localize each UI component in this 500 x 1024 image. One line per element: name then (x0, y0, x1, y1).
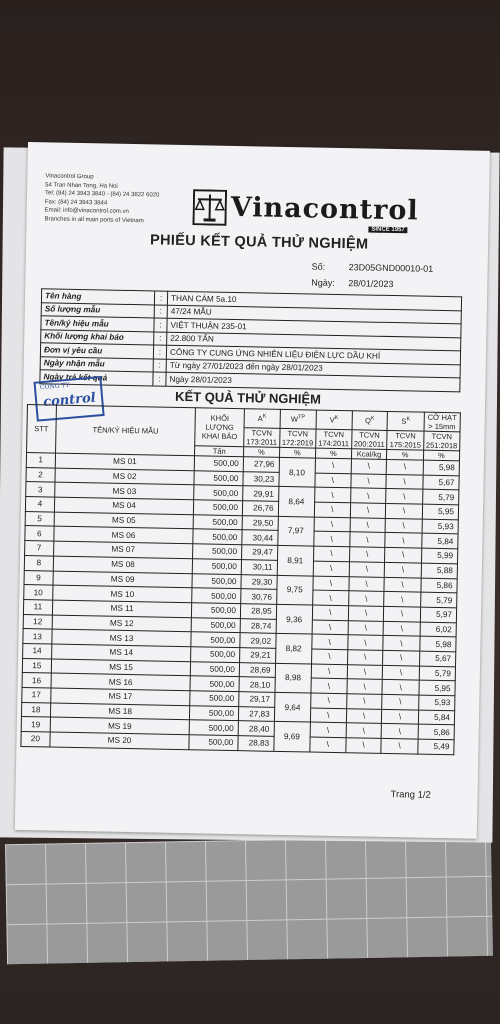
unit-mass: Tấn (195, 446, 244, 457)
row-wtp: 7,97 (277, 516, 314, 546)
sample-info-table (39, 288, 462, 392)
row-mass: 500,00 (191, 647, 240, 663)
row-vk: \ (315, 458, 351, 473)
row-vk: \ (311, 664, 347, 679)
row-sample-name: MS 18 (50, 703, 190, 720)
row-sample-name: MS 17 (50, 688, 190, 705)
row-sk: \ (384, 577, 421, 592)
row-sk: \ (382, 694, 419, 709)
row-mass: 500,00 (190, 720, 239, 736)
row-qk: \ (348, 620, 384, 635)
row-mass: 500,00 (194, 500, 243, 516)
info-value: Từ ngày 27/01/2023 đến ngày 28/01/2023 (166, 359, 460, 378)
row-sk: \ (386, 474, 423, 489)
info-value: 47/24 MẪU (167, 305, 461, 324)
row-vk: \ (313, 590, 349, 605)
row-stt: 7 (25, 541, 54, 556)
row-particle-size: 5,67 (423, 475, 460, 490)
row-sk: \ (381, 738, 418, 753)
row-ak: 27,96 (243, 457, 279, 472)
info-colon: : (154, 331, 167, 345)
row-wtp: 8,64 (278, 487, 315, 517)
row-sk: \ (385, 562, 422, 577)
row-mass: 500,00 (189, 735, 238, 751)
unit-wtp: % (279, 447, 315, 458)
row-vk: \ (313, 576, 349, 591)
row-mass: 500,00 (192, 573, 241, 589)
info-colon: : (153, 358, 166, 372)
std-sk: TCVN 175:2015 (387, 430, 424, 450)
row-qk: \ (347, 664, 383, 679)
row-stt: 10 (24, 585, 53, 600)
row-stt: 17 (22, 687, 51, 702)
row-sk: \ (383, 621, 420, 636)
header-symbol: W (290, 414, 299, 424)
header-superscript: K (406, 416, 411, 423)
results-table (20, 404, 460, 755)
header-mass: KHỐI LƯỢNG KHAI BÁO (195, 408, 244, 447)
header-particle-size (424, 412, 461, 432)
row-stt: 4 (25, 497, 54, 512)
header-symbol: S (401, 416, 407, 427)
results-title: KẾT QUẢ THỬ NGHIỆM (174, 388, 322, 407)
row-particle-size: 5,49 (418, 739, 455, 754)
info-key: Tên hàng (41, 289, 154, 305)
row-vk: \ (315, 487, 351, 502)
row-mass: 500,00 (192, 588, 241, 604)
row-particle-size: 6,02 (420, 622, 457, 637)
row-qk: \ (349, 562, 385, 577)
row-sample-name: MS 01 (55, 453, 195, 470)
row-stt: 3 (26, 482, 55, 497)
row-mass: 500,00 (195, 456, 244, 472)
row-particle-size: 5,86 (418, 724, 455, 739)
std-qk: TCVN 200:2011 (351, 430, 387, 450)
row-ak: 28,95 (240, 604, 276, 619)
row-ak: 26,76 (242, 501, 278, 516)
row-vk: \ (314, 532, 350, 547)
row-vk: \ (310, 708, 346, 723)
row-qk: \ (347, 650, 383, 665)
row-qk: \ (346, 708, 382, 723)
row-stt: 6 (25, 526, 54, 541)
row-particle-size: 5,99 (421, 548, 458, 563)
header-symbol: V (329, 415, 335, 425)
row-particle-size: 5,95 (422, 504, 459, 519)
row-sk: \ (383, 650, 420, 665)
header-symbol: CỠ HẠT > 15mm (427, 412, 457, 432)
unit-qk: Kcal/kg (351, 449, 387, 460)
row-stt: 14 (23, 643, 52, 658)
vinacontrol-logo (192, 189, 423, 234)
row-stt: 1 (26, 453, 55, 468)
row-stt: 11 (23, 599, 52, 614)
row-qk: \ (350, 488, 386, 503)
header-superscript: K (334, 415, 339, 422)
info-key: Ngày trả kết quả (40, 370, 153, 386)
test-report-page (15, 142, 490, 839)
header-vk (316, 410, 352, 430)
row-wtp: 9,69 (273, 722, 310, 752)
row-mass: 500,00 (190, 691, 239, 707)
row-sample-name: MS 08 (53, 556, 193, 573)
company-address-line: Tel: (84) 24 3943 3840 - (84) 24 3822 6020 (44, 190, 160, 199)
row-sk: \ (384, 606, 421, 621)
row-qk: \ (346, 723, 382, 738)
header-superscript: K (262, 413, 267, 420)
info-key: Đơn vị yêu cầu (40, 343, 153, 359)
row-wtp: 8,91 (277, 545, 314, 575)
row-sk: \ (385, 548, 422, 563)
row-particle-size: 5,84 (421, 534, 458, 549)
row-stt: 20 (21, 732, 50, 747)
row-sk: \ (382, 709, 419, 724)
row-ak: 30,23 (243, 471, 279, 486)
header-stt: STT (27, 405, 57, 454)
row-ak: 29,30 (241, 574, 277, 589)
row-vk: \ (315, 473, 351, 488)
row-vk: \ (310, 737, 346, 752)
row-sample-name: MS 03 (54, 482, 194, 499)
row-stt: 12 (23, 614, 52, 629)
row-wtp: 8,82 (275, 634, 312, 664)
row-vk: \ (310, 722, 346, 737)
row-qk: \ (351, 473, 387, 488)
info-value: VIỆT THUẬN 235-01 (167, 318, 461, 337)
header-sk (387, 411, 424, 431)
header-sample-name: TÊN/KÝ HIỆU MẪU (55, 405, 196, 456)
row-qk: \ (347, 635, 383, 650)
company-address-line: Branches in all main ports of Vietnam (44, 215, 144, 224)
row-vk: \ (314, 517, 350, 532)
row-particle-size: 5,67 (419, 651, 456, 666)
row-ak: 30,76 (241, 589, 277, 604)
row-wtp: 9,75 (276, 575, 313, 605)
row-mass: 500,00 (194, 485, 243, 501)
row-sample-name: MS 16 (51, 673, 191, 690)
row-mass: 500,00 (191, 617, 240, 633)
row-wtp: 9,64 (274, 692, 311, 722)
header-ak (244, 409, 280, 429)
row-stt: 18 (21, 702, 50, 717)
row-qk: \ (350, 518, 386, 533)
row-sample-name: MS 10 (52, 585, 192, 602)
header-superscript: K (370, 415, 375, 422)
row-vk: \ (312, 605, 348, 620)
row-particle-size: 5,97 (420, 607, 457, 622)
row-ak: 28,10 (239, 677, 275, 692)
row-stt: 13 (23, 629, 52, 644)
row-ak: 29,17 (239, 692, 275, 707)
row-sk: \ (387, 459, 424, 474)
row-qk: \ (351, 459, 387, 474)
row-ak: 28,74 (240, 618, 276, 633)
row-sample-name: MS 12 (52, 615, 192, 632)
row-vk: \ (311, 693, 347, 708)
row-stt: 5 (25, 511, 54, 526)
row-sk: \ (386, 504, 423, 519)
row-particle-size: 5,88 (421, 563, 458, 578)
info-value: CÔNG TY CUNG ỨNG NHIÊN LIỆU ĐIỆN LỰC DẦU KHÍ (166, 345, 460, 364)
header-symbol: A (257, 414, 263, 424)
row-ak: 29,50 (242, 515, 278, 530)
info-colon: : (154, 291, 167, 305)
row-vk: \ (312, 634, 348, 649)
row-ak: 27,83 (238, 706, 274, 721)
stamp-top-text: CÔNG TY (39, 381, 70, 392)
row-ak: 30,44 (242, 530, 278, 545)
row-sk: \ (382, 724, 419, 739)
info-key: Số lượng mẫu (41, 302, 154, 318)
logo-name: Vinacontrol (230, 191, 419, 227)
row-stt: 8 (24, 555, 53, 570)
row-qk: \ (350, 503, 386, 518)
row-particle-size: 5,79 (419, 666, 456, 681)
row-mass: 500,00 (190, 705, 239, 721)
info-value: Ngày 28/01/2023 (166, 372, 460, 391)
row-particle-size: 5,95 (419, 680, 456, 695)
row-sample-name: MS 15 (51, 659, 191, 676)
row-stt: 15 (22, 658, 51, 673)
row-vk: \ (314, 502, 350, 517)
row-ak: 29,47 (241, 545, 277, 560)
row-ak: 28,40 (238, 721, 274, 736)
page-title: PHIẾU KẾT QUẢ THỬ NGHIỆM (149, 232, 369, 253)
row-sample-name: MS 04 (54, 497, 194, 514)
doc-date-value: 28/01/2023 (348, 278, 394, 290)
unit-sk: % (387, 449, 423, 460)
row-sample-name: MS 13 (52, 629, 192, 646)
doc-number-value: 23D05GND00010-01 (348, 262, 434, 274)
row-particle-size: 5,86 (421, 578, 458, 593)
row-sk: \ (382, 680, 419, 695)
row-ak: 28,69 (239, 662, 275, 677)
row-sk: \ (384, 592, 421, 607)
info-value: 22.800 TẤN (167, 332, 461, 351)
row-qk: \ (349, 576, 385, 591)
row-sk: \ (383, 665, 420, 680)
row-wtp: 8,98 (275, 663, 312, 693)
info-value: THAN CÁM 5a.10 (167, 291, 461, 310)
scales-icon (192, 189, 227, 226)
row-vk: \ (311, 678, 347, 693)
row-mass: 500,00 (194, 470, 243, 486)
row-sk: \ (386, 489, 423, 504)
company-address-line: 54 Tran Nhan Tong, Ha Noi (45, 181, 118, 190)
row-vk: \ (313, 561, 349, 576)
row-ak: 29,02 (240, 633, 276, 648)
row-sample-name: MS 11 (52, 600, 192, 617)
header-qk (352, 411, 388, 431)
row-qk: \ (346, 738, 382, 753)
stamp-main-text: control (42, 390, 97, 411)
logo-since: SINCE 1957 (368, 227, 407, 234)
row-sample-name: MS 05 (54, 512, 194, 529)
row-particle-size: 5,93 (418, 695, 455, 710)
row-sk: \ (385, 518, 422, 533)
row-ak: 29,91 (243, 486, 279, 501)
row-ak: 28,83 (238, 736, 274, 751)
row-stt: 16 (22, 673, 51, 688)
row-mass: 500,00 (190, 676, 239, 692)
row-mass: 500,00 (191, 661, 240, 677)
row-particle-size: 5,79 (422, 490, 459, 505)
row-mass: 500,00 (192, 603, 241, 619)
row-qk: \ (348, 591, 384, 606)
row-sk: \ (383, 636, 420, 651)
unit-vk: % (315, 448, 351, 459)
info-colon: : (154, 304, 167, 318)
background-sheet (5, 836, 493, 964)
row-ak: 30,11 (241, 559, 277, 574)
std-wtp: TCVN 172:2019 (279, 428, 316, 448)
row-particle-size: 5,93 (422, 519, 459, 534)
row-vk: \ (312, 620, 348, 635)
row-wtp: 8,10 (279, 457, 316, 487)
company-address-line: Vinacontrol Group (45, 173, 94, 181)
row-stt: 19 (21, 717, 50, 732)
company-address (44, 172, 159, 225)
row-stt: 9 (24, 570, 53, 585)
header-superscript: TP (298, 414, 306, 421)
row-sample-name: MS 20 (50, 732, 190, 749)
info-key: Khối lượng khai báo (41, 329, 154, 345)
company-address-line: Email: info@vinacontrol.com.vn (44, 207, 129, 215)
row-vk: \ (311, 649, 347, 664)
unit-particle-size: % (423, 450, 459, 461)
row-qk: \ (348, 606, 384, 621)
row-stt: 2 (26, 467, 55, 482)
doc-date-label: Ngày: (311, 277, 335, 288)
row-wtp: 9,36 (276, 604, 313, 634)
row-mass: 500,00 (191, 632, 240, 648)
row-mass: 500,00 (193, 529, 242, 545)
doc-number-label: Số: (311, 261, 326, 272)
row-ak: 29,21 (239, 648, 275, 663)
row-sk: \ (385, 533, 422, 548)
row-particle-size: 5,98 (423, 460, 460, 475)
row-mass: 500,00 (193, 559, 242, 575)
row-sample-name: MS 06 (54, 527, 194, 544)
row-qk: \ (349, 547, 385, 562)
row-qk: \ (349, 532, 385, 547)
page-number: Trang 1/2 (390, 789, 431, 801)
header-wtp (280, 409, 317, 429)
row-qk: \ (346, 694, 382, 709)
header-symbol: Q (364, 416, 371, 426)
row-sample-name: MS 09 (53, 571, 193, 588)
info-key: Tên/ký hiệu mẫu (41, 316, 154, 332)
info-colon: : (153, 372, 166, 386)
unit-ak: % (243, 447, 279, 458)
row-particle-size: 5,98 (420, 636, 457, 651)
row-vk: \ (313, 546, 349, 561)
info-colon: : (153, 345, 166, 359)
row-qk: \ (347, 679, 383, 694)
row-sample-name: MS 07 (53, 541, 193, 558)
info-key: Ngày nhận mẫu (40, 356, 153, 372)
row-sample-name: MS 02 (55, 468, 195, 485)
row-mass: 500,00 (193, 544, 242, 560)
row-particle-size: 5,84 (418, 710, 455, 725)
info-colon: : (154, 318, 167, 332)
std-particle-size: TCVN 251:2018 (423, 431, 460, 451)
std-vk: TCVN 174:2011 (316, 429, 352, 449)
company-address-line: Fax: (84) 24 3943 3844 (44, 198, 108, 207)
row-sample-name: MS 19 (50, 717, 190, 734)
std-ak: TCVN 173:2011 (244, 428, 280, 448)
row-sample-name: MS 14 (51, 644, 191, 661)
row-particle-size: 5,79 (420, 592, 457, 607)
row-mass: 500,00 (193, 515, 242, 531)
